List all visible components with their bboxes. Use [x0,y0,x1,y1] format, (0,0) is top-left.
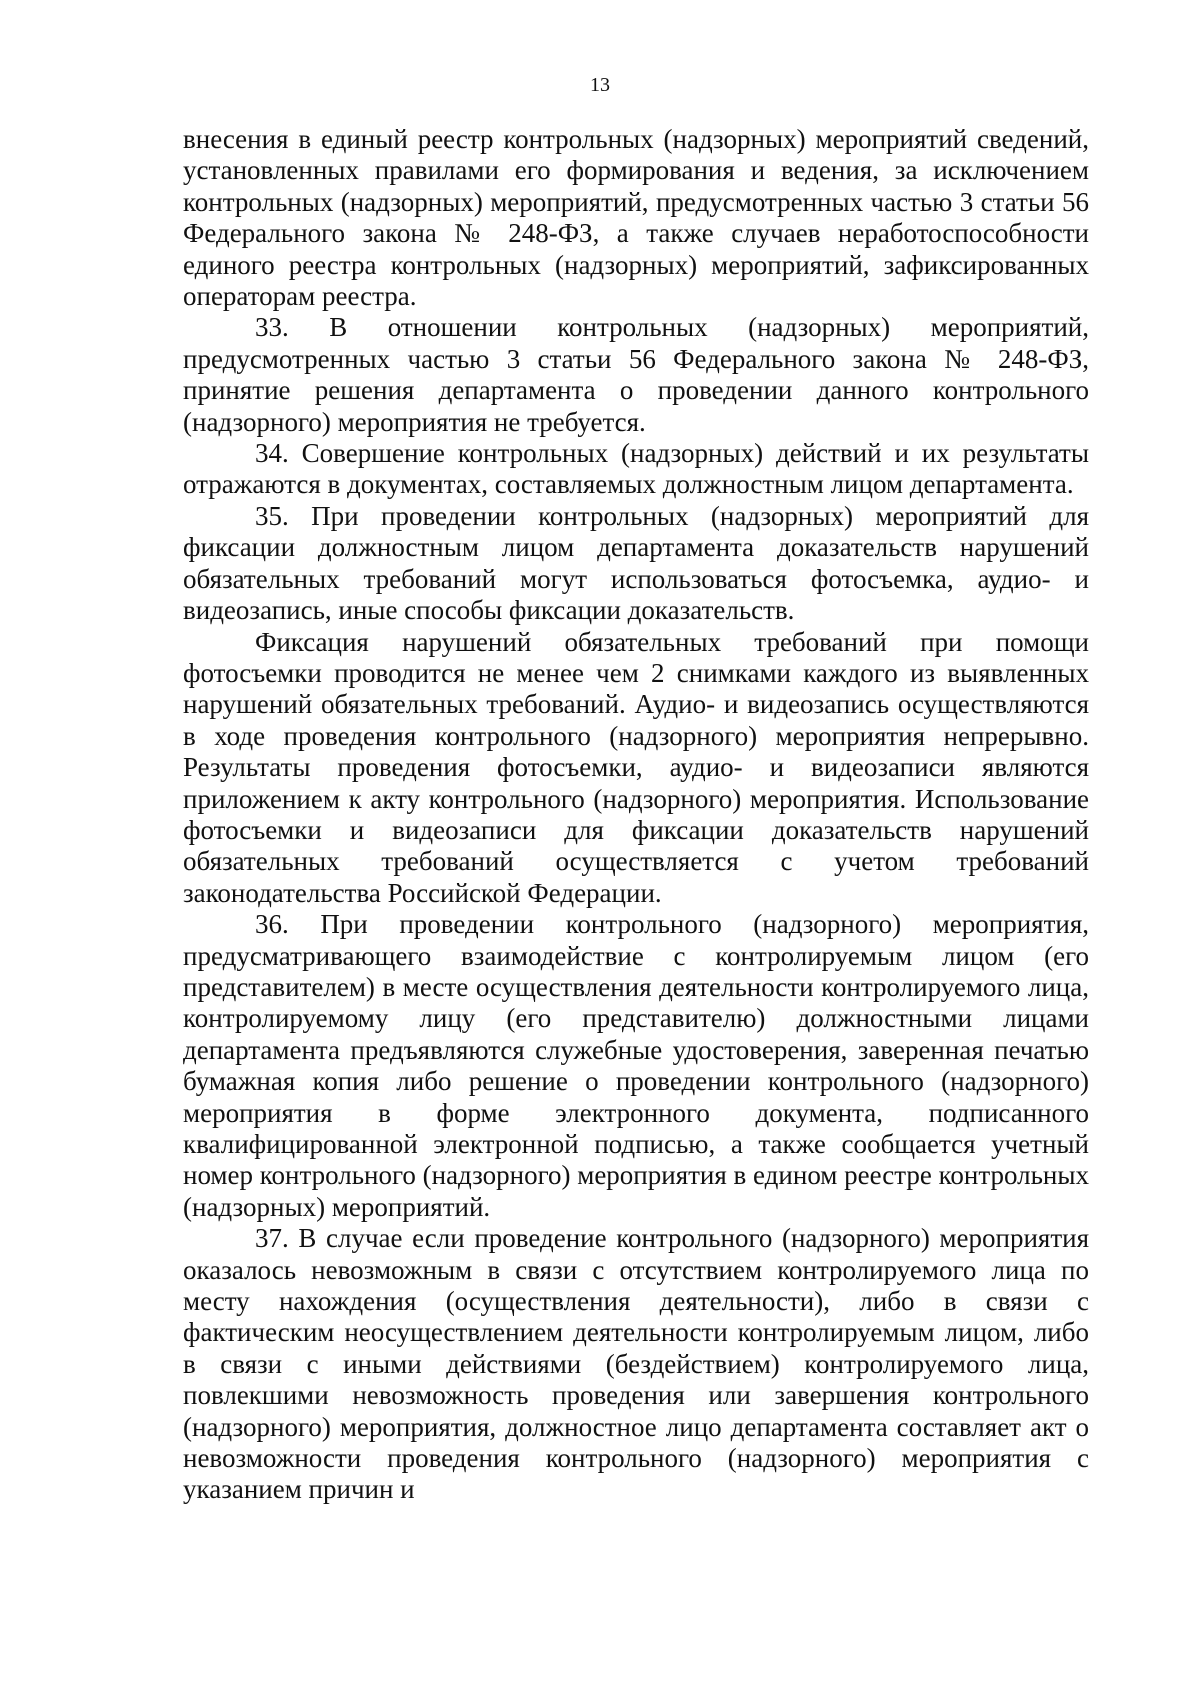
paragraph-37: 37. В случае если проведение контрольного (надзорного) мероприятия оказалось невозможным в связи с отсутствием контролируемого лица по месту нахождения (осуществления деятельности), либо в связи с фактическим неосуществлением деятельности контролируемым лицом, либо в связи с иными действиями (бездействием) контролируемого лица, повлекшими невозможность проведения или завершения контрольного (надзорного) мероприятия, должностное лицо департамента составляет акт о невозможности проведения контрольного (надзорного) мероприятия с указанием причин и [183,1223,1089,1505]
paragraph-35-fixation: Фиксация нарушений обязательных требований при помощи фотосъемки проводится не менее чем 2 снимками каждого из выявленных нарушений обязательных требований. Аудио- и видеозапись осуществляются в ходе проведения контрольного (надзорного) мероприятия непрерывно. Результаты проведения фотосъемки, аудио- и видеозаписи являются приложением к акту контрольного (надзорного) мероприятия. Использование фотосъемки и видеозаписи для фиксации доказательств нарушений обязательных требований осуществляется с учетом требований законодательства Российской Федерации. [183,626,1089,908]
page-number: 13 [590,74,610,96]
paragraph-34: 34. Совершение контрольных (надзорных) действий и их результаты отражаются в документах, составляемых должностным лицом департамента. [183,438,1089,500]
paragraph-35: 35. При проведении контрольных (надзорных) мероприятий для фиксации должностным лицом департамента доказательств нарушений обязательных требований могут использоваться фотосъемка, аудио- и видеозапись, иные способы фиксации доказательств. [183,500,1089,626]
document-body [183,124,1089,1506]
paragraph-36: 36. При проведении контрольного (надзорного) мероприятия, предусматривающего взаимодействие с контролируемым лицом (его представителем) в месте осуществления деятельности контролируемого лица, контролируемому лицу (его представителю) должностными лицами департамента предъявляются служебные удостоверения, заверенная печатью бумажная копия либо решение о проведении контрольного (надзорного) мероприятия в форме электронного документа, подписанного квалифицированной электронной подписью, а также сообщается учетный номер контрольного (надзорного) мероприятия в едином реестре контрольных (надзорных) мероприятий. [183,909,1089,1222]
paragraph-continuation: внесения в единый реестр контрольных (надзорных) мероприятий сведений, установленных правилами его формирования и ведения, за исключением контрольных (надзорных) мероприятий, предусмотренных частью 3 статьи 56 Федерального закона № 248-ФЗ, а также случаев неработоспособности единого реестра контрольных (надзорных) мероприятий, зафиксированных операторам реестра. [183,124,1089,312]
paragraph-33: 33. В отношении контрольных (надзорных) мероприятий, предусмотренных частью 3 статьи 56 Федерального закона № 248-ФЗ, принятие решения департамента о проведении данного контрольного (надзорного) мероприятия не требуется. [183,312,1089,437]
